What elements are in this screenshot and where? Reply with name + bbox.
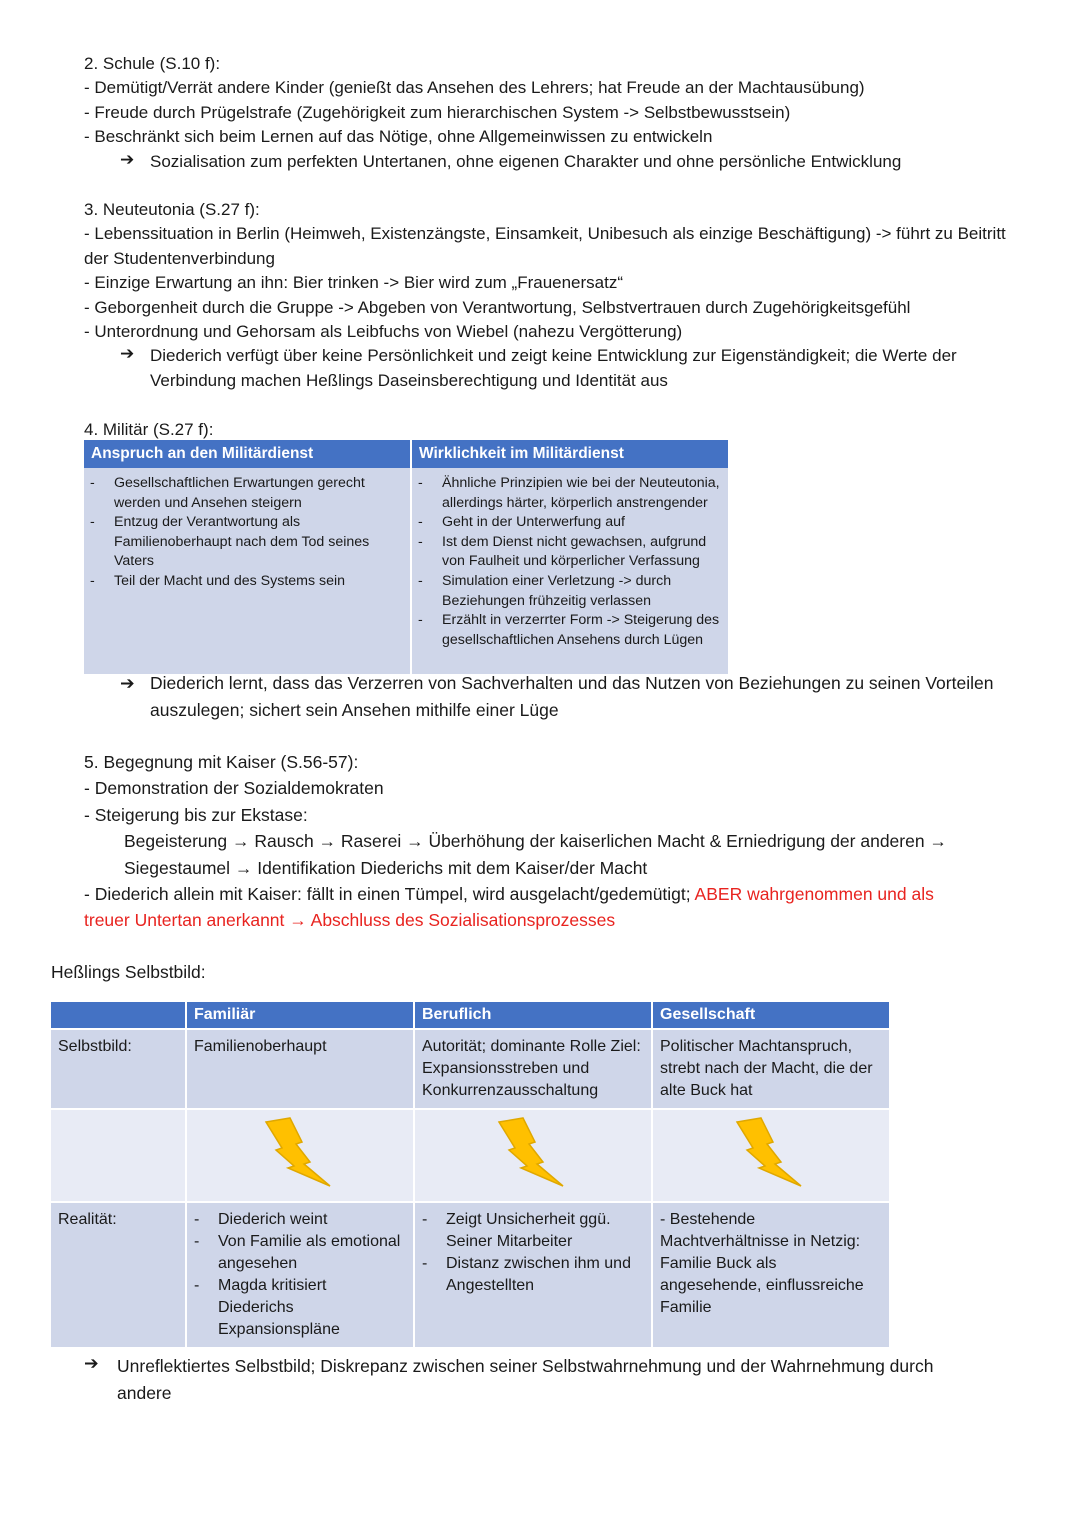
- list-item: - Gesellschaftlichen Erwartungen gerecht werden und Ansehen steigern: [90, 475, 365, 511]
- list-item: - Lebenssituation in Berlin (Heimweh, Existenzängste, Einsamkeit, Unibesuch als einzige Beschäftigung) -> führt zu Beitritt der Studentenverbindung: [84, 224, 1006, 268]
- table-cell: [186, 1109, 414, 1202]
- arrow-icon: ➔: [84, 1353, 99, 1373]
- table-cell: Autorität; dominante Rolle Ziel: Expansionsstreben und Konkurrenzausschaltung: [414, 1029, 652, 1109]
- list-item: - Ist dem Dienst nicht gewachsen, aufgrund von Faulheit und körperlicher Verfassung: [418, 533, 707, 570]
- highlight-text: treuer Untertan anerkannt → Abschluss des Sozialisationsprozesses: [84, 910, 616, 931]
- list-item: - Diederich allein mit Kaiser: fällt in einen Tümpel, wird ausgelacht/gedemütigt; ABER wahrgenommen und als: [84, 884, 934, 905]
- list-item: - Magda kritisiert Diederichs Expansionspläne: [194, 1277, 340, 1338]
- section-militaer: [84, 418, 1034, 442]
- list-item: - Steigerung bis zur Ekstase:: [84, 804, 308, 825]
- table-cell: [414, 1202, 652, 1348]
- list-item: - Von Familie als emotional angesehen: [194, 1233, 401, 1272]
- list-item: - Demütigt/Verrät andere Kinder (genießt das Ansehen des Lehrers; hat Freude an der Machtausübung): [84, 78, 865, 98]
- list-item: - Geborgenheit durch die Gruppe -> Abgeben von Verantwortung, Selbstvertrauen durch Zugehörigkeitsgefühl: [84, 297, 911, 317]
- section-heading: 3. Neuteutonia (S.27 f):: [84, 200, 260, 219]
- lightning-bolt-icon: [493, 1116, 573, 1188]
- highlight-text: ABER wahrgenommen und als: [694, 884, 934, 905]
- table-cell: [84, 468, 411, 674]
- table-header: Anspruch an den Militärdienst: [84, 440, 411, 468]
- row-label: Realität:: [51, 1202, 186, 1348]
- table-header: Beruflich: [414, 1002, 652, 1029]
- arrow-icon: ➔: [120, 673, 135, 693]
- lightning-bolt-icon: [260, 1116, 340, 1188]
- section-kaiser: [84, 749, 1034, 934]
- section-heading: 5. Begegnung mit Kaiser (S.56-57):: [84, 752, 359, 772]
- list-item: - Geht in der Unterwerfung auf: [418, 514, 625, 531]
- list-item: - Ähnliche Prinzipien wie bei der Neuteutonia, allerdings härter, körperlich anstrengender: [418, 475, 720, 511]
- table-header: Familiär: [186, 1002, 414, 1029]
- list-item: - Unterordnung und Gehorsam als Leibfuchs von Wiebel (nahezu Vergötterung): [84, 322, 683, 342]
- list-item: - Simulation einer Verletzung -> durch Beziehungen frühzeitig verlassen: [418, 572, 672, 609]
- section-heading: 2. Schule (S.10 f):: [84, 54, 221, 73]
- selbstbild-table: [51, 1002, 891, 1349]
- table-cell: - Bestehende Machtverhältnisse in Netzig: Familie Buck als angesehende, einflussreiche Familie: [652, 1202, 890, 1348]
- list-item: - Diederich weint: [194, 1211, 328, 1228]
- list-item: - Zeigt Unsicherheit ggü. Seiner Mitarbeiter: [422, 1211, 611, 1250]
- table-cell: [652, 1109, 890, 1202]
- list-item: - Einzige Erwartung an ihn: Bier trinken -> Bier wird zum „Frauenersatz“: [84, 273, 624, 293]
- chain-line: Begeisterung → Rausch → Raserei → Überhöhung der kaiserlichen Macht & Erniedrigung der anderen →: [124, 831, 947, 852]
- conclusion: ➔ Unreflektiertes Selbstbild; Diskrepanz zwischen seiner Selbstwahrnehmung und der Wahrnehmung durch andere: [84, 1353, 984, 1407]
- list-item: - Demonstration der Sozialdemokraten: [84, 778, 384, 799]
- section-neuteutonia: [84, 198, 1034, 393]
- list-item: - Entzug der Verantwortung als Familienoberhaupt nach dem Tod seines Vaters: [90, 514, 370, 570]
- list-item: - Beschränkt sich beim Lernen auf das Nötige, ohne Allgemeinwissen zu entwickeln: [84, 127, 713, 147]
- lightning-bolt-icon: [731, 1116, 811, 1188]
- table-header: Gesellschaft: [652, 1002, 890, 1029]
- section-militaer-conclusion: [84, 670, 1034, 724]
- chain-line: Siegestaumel → Identifikation Diederichs mit dem Kaiser/der Macht: [124, 857, 648, 878]
- list-item: - Erzählt in verzerrter Form -> Steigerung des gesellschaftlichen Ansehens durch Lügen: [418, 612, 720, 648]
- table-cell: Familienoberhaupt: [186, 1029, 414, 1109]
- conclusion: ➔ Sozialisation zum perfekten Untertanen, ohne eigenen Charakter und ohne persönliche Entwicklung: [120, 150, 1034, 174]
- section-heading: 4. Militär (S.27 f):: [84, 420, 214, 439]
- table-cell: Politischer Machtanspruch, strebt nach der Macht, die der alte Buck hat: [652, 1029, 890, 1109]
- table-header: [51, 1002, 186, 1029]
- row-label: Selbstbild:: [51, 1029, 186, 1109]
- arrow-icon: ➔: [120, 344, 135, 364]
- selbstbild-conclusion: [84, 1353, 1034, 1407]
- selbstbild-title: Heßlings Selbstbild:: [51, 962, 206, 982]
- arrow-icon: ➔: [120, 149, 135, 169]
- table-cell: [186, 1202, 414, 1348]
- section-schule: [84, 52, 1034, 174]
- table-cell: [51, 1109, 186, 1202]
- conclusion: ➔ Diederich verfügt über keine Persönlichkeit und zeigt keine Entwicklung zur Eigenständigkeit; die Werte der Verbindung machen Heßlings Daseinsberechtigung und Identität aus: [120, 344, 1030, 393]
- conclusion: ➔ Diederich lernt, dass das Verzerren von Sachverhalten und das Nutzen von Beziehungen zu seinen Vorteilen auszulegen; sichert sein Ansehen mithilfe einer Lüge: [120, 670, 1040, 724]
- list-item: - Teil der Macht und des Systems sein: [90, 572, 346, 589]
- list-item: - Freude durch Prügelstrafe (Zugehörigkeit zum hierarchischen System -> Selbstbewusstsein): [84, 102, 791, 122]
- table-header: Wirklichkeit im Militärdienst: [411, 440, 729, 468]
- table-cell: [414, 1109, 652, 1202]
- table-cell: [411, 468, 729, 674]
- militaer-table: [84, 440, 730, 674]
- list-item: - Distanz zwischen ihm und Angestellten: [422, 1255, 631, 1294]
